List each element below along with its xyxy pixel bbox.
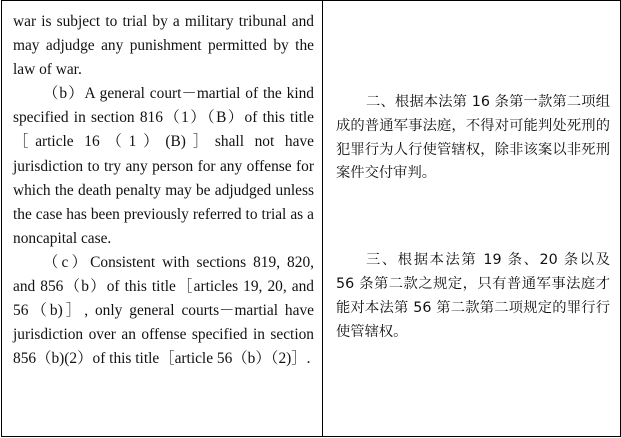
table-row <box>2 1 621 437</box>
english-paragraph-continuation: war is subject to trial by a military tribunal and may adjudge any punishment permitted by the law of war. <box>13 13 314 79</box>
chinese-paragraph-3: 三、根据本法第 19 条、20 条以及 56 条第二款之规定，只有普通军事法庭才能对本法第 56 第二款第二项规定的罪行行使管辖权。 <box>336 252 610 340</box>
chinese-column <box>323 1 621 437</box>
english-paragraph-c: （c）Consistent with sections 819, 820, and 856（b）of this title［articles 19, 20, and 56（b)］, only general courts－martial have jurisdiction over an offense specified in section 856（b)(2）of this title［article 56（b）（2)］. <box>13 253 314 368</box>
chinese-text <box>323 91 620 344</box>
english-column <box>2 1 323 437</box>
english-text <box>2 1 322 371</box>
english-paragraph-b: （b）A general court－martial of the kind specified in section 816（1）（B）of this title［article 16（1）(B)］shall not have jurisdiction to try any person for any offense for which the death penalty may be adjudged unless the case has been previously referred to trial as a noncapital case. <box>13 85 314 247</box>
bilingual-law-table <box>1 0 621 437</box>
chinese-paragraph-2: 二、根据本法第 16 条第一款第二项组成的普通军事法庭，不得对可能判处死刑的犯罪行为人行使管辖权，除非该案以非死刑案件交付审判。 <box>336 94 610 182</box>
